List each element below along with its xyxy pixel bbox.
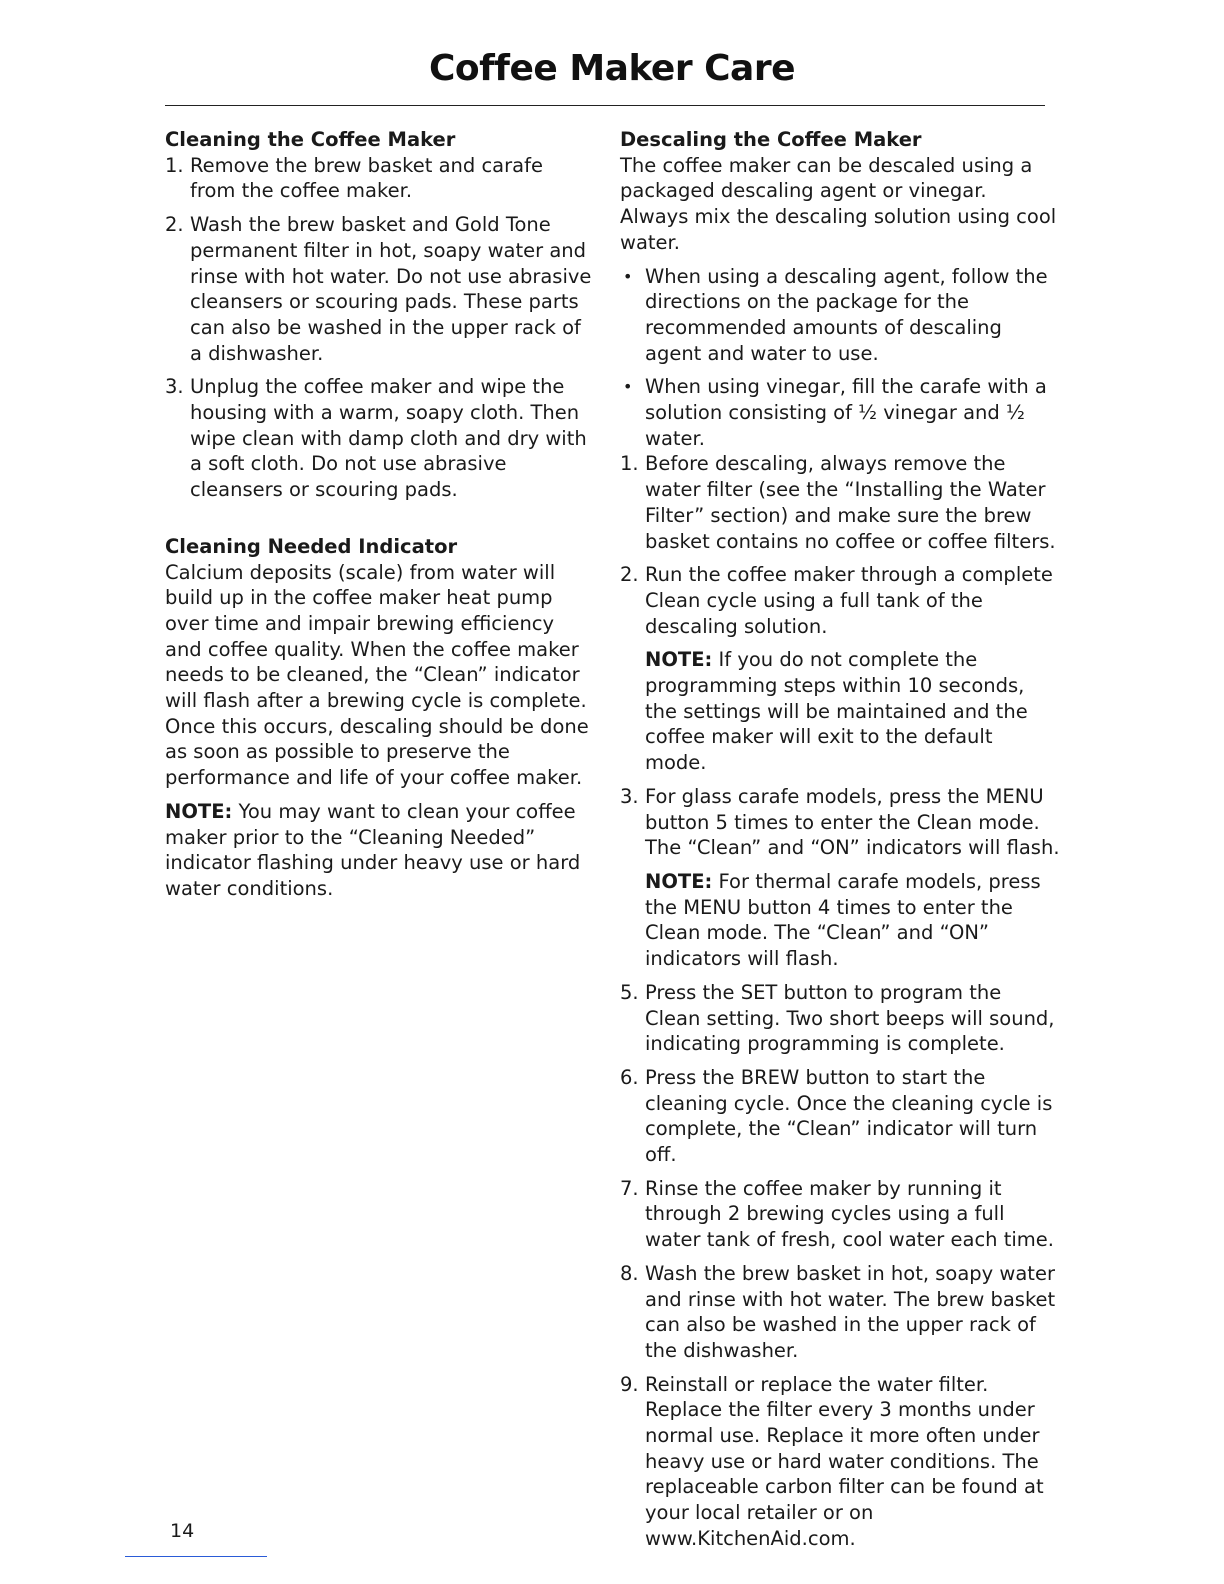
note-text: For thermal carafe models, press the MENU button 4 times to enter the Clean mode. The “Clean” and “ON” indicators will flash. [645, 869, 1041, 971]
descaling-heading: Descaling the Coffee Maker [620, 128, 922, 151]
step-number: 2. [620, 563, 639, 587]
bullet-icon: • [623, 377, 633, 397]
list-item [620, 451, 1060, 554]
indicator-heading: Cleaning Needed Indicator [165, 534, 458, 558]
descaling-intro: The coffee maker can be descaled using a packaged descaling agent or vinegar. Always mix the descaling solution using cool water. [620, 153, 1057, 254]
list-item [620, 264, 1060, 367]
left-column [165, 127, 593, 902]
list-item [620, 374, 1060, 451]
cleaning-steps [165, 153, 593, 503]
step-text: Run the coffee maker through a complete Clean cycle using a full tank of the descaling solution. [645, 563, 1053, 638]
title-divider [165, 105, 1045, 106]
list-item [620, 1065, 1060, 1168]
descaling-steps [620, 451, 1060, 1551]
list-item [620, 784, 1060, 972]
page-number: 14 [170, 1520, 195, 1542]
note-label: NOTE: [645, 648, 713, 672]
note-text: If you do not complete the programming steps within 10 seconds, the settings will be maintained and the coffee maker will exit to the default mode. [645, 648, 1028, 775]
list-item [165, 153, 593, 204]
footer-divider [125, 1556, 267, 1557]
step-note [645, 869, 1060, 972]
list-item [620, 1261, 1060, 1364]
descaling-bullets [620, 264, 1060, 452]
note-label: NOTE: [165, 799, 233, 823]
bullet-icon: • [623, 266, 633, 286]
step-number: 1. [620, 452, 639, 476]
right-column [620, 127, 1060, 1552]
step-number: 7. [620, 1176, 639, 1200]
step-note [645, 647, 1060, 776]
note-text: You may want to clean your coffee maker prior to the “Cleaning Needed” indicator flashing under heavy use or hard water conditions. [165, 799, 581, 900]
bullet-text: When using a descaling agent, follow the directions on the package for the recommended amounts of descaling agent and water to use. [645, 264, 1048, 365]
step-number: 3. [620, 784, 639, 808]
list-item [620, 980, 1060, 1057]
descaling-section [620, 127, 1060, 1552]
step-text: Press the BREW button to start the cleaning cycle. Once the cleaning cycle is complete, the “Clean” indicator will turn off. [645, 1065, 1053, 1167]
step-number: 9. [620, 1372, 639, 1396]
list-item [620, 1372, 1060, 1552]
step-number: 5. [620, 980, 639, 1004]
step-text: Press the SET button to program the Clean setting. Two short beeps will sound, indicating programming is complete. [645, 980, 1055, 1056]
step-text: Wash the brew basket in hot, soapy water and rinse with hot water. The brew basket can also be washed in the upper rack of the dishwasher. [645, 1261, 1056, 1362]
note-label: NOTE: [645, 869, 713, 893]
step-number: 1. [165, 153, 184, 177]
step-text: Unplug the coffee maker and wipe the housing with a warm, soapy cloth. Then wipe clean with damp cloth and dry with a soft cloth. Do not use abrasive cleansers or scouring pads. [190, 375, 587, 502]
step-number: 2. [165, 213, 184, 237]
page-title: Coffee Maker Care [428, 48, 796, 89]
step-text: For glass carafe models, press the MENU button 5 times to enter the Clean mode. The “Clean” and “ON” indicators will flash. [645, 784, 1060, 860]
bullet-text: When using vinegar, fill the carafe with a solution consisting of ½ vinegar and ½ water. [645, 375, 1047, 450]
list-item [620, 562, 1060, 776]
step-text: Remove the brew basket and carafe from the coffee maker. [190, 153, 543, 203]
cleaning-heading: Cleaning the Coffee Maker [165, 128, 456, 151]
step-text: Wash the brew basket and Gold Tone permanent filter in hot, soapy water and rinse with hot water. Do not use abrasive cleansers or scouring pads. These parts can also be washed in the upper rack of a dishwasher. [190, 213, 592, 365]
cleaning-section [165, 127, 593, 503]
indicator-section [165, 534, 593, 902]
step-number: 6. [620, 1065, 639, 1089]
indicator-note [165, 799, 593, 902]
step-number: 8. [620, 1261, 639, 1285]
list-item [620, 1176, 1060, 1253]
step-text: Reinstall or replace the water filter. Replace the filter every 3 months under normal use. Replace it more often under heavy use or hard water conditions. The replaceable carbon filter can be found at your local retailer or on www.KitchenAid.com. [645, 1372, 1044, 1550]
list-item [165, 374, 593, 503]
indicator-body: Calcium deposits (scale) from water will build up in the coffee maker heat pump over time and impair brewing efficiency and coffee quality. When the coffee maker needs to be cleaned, the “Clean” indicator will flash after a brewing cycle is complete. Once this occurs, descaling should be done as soon as possible to preserve the performance and life of your coffee maker. [165, 560, 589, 790]
step-text: Rinse the coffee maker by running it through 2 brewing cycles using a full water tank of fresh, cool water each time. [645, 1176, 1054, 1252]
step-text: Before descaling, always remove the water filter (see the “Installing the Water Filter” section) and make sure the brew basket contains no coffee or coffee filters. [645, 452, 1056, 553]
step-number: 3. [165, 375, 184, 399]
list-item [165, 212, 593, 366]
